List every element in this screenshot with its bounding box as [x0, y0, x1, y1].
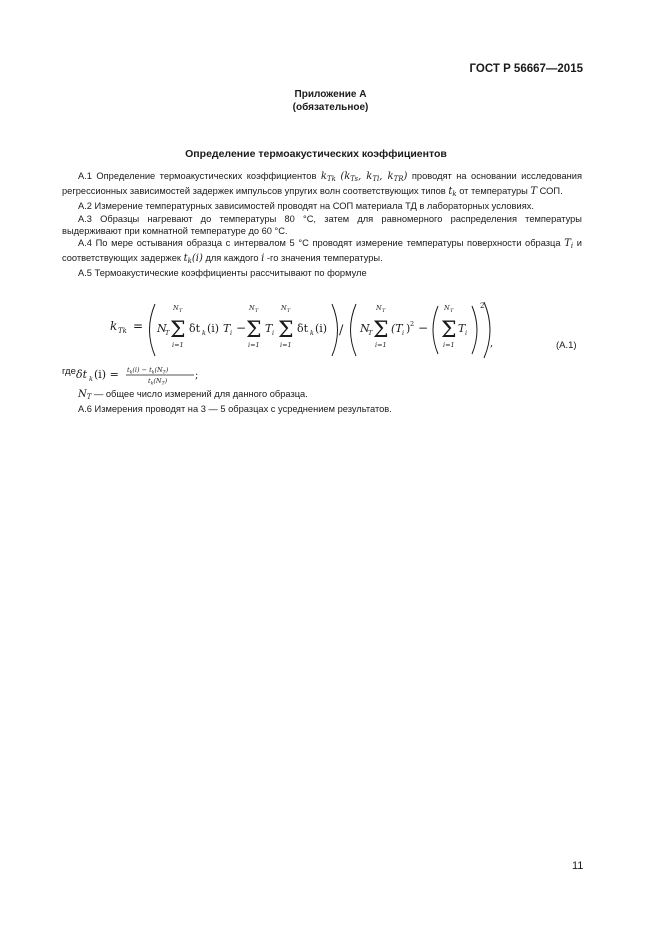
sum3-top: N	[281, 304, 287, 312]
paragraph-a1	[62, 170, 582, 200]
term4-sq: 2	[410, 320, 415, 328]
formula-lhs-sub: Tk	[118, 327, 127, 335]
body-text	[62, 170, 582, 280]
term2-T: T	[265, 322, 273, 335]
sum2-top-sub: T	[255, 308, 259, 314]
sum3-top-sub: T	[287, 308, 291, 314]
where-lhs-arg: (i) =	[94, 368, 119, 381]
sum4-top-sub: T	[382, 308, 386, 314]
term1-T: T	[223, 322, 231, 335]
where-label: где	[62, 366, 76, 377]
math-i: i	[261, 253, 265, 265]
sum1-bot: i=1	[172, 341, 184, 349]
formula-N-sub: T	[165, 329, 170, 337]
annex-subtitle: (обязательное)	[292, 102, 369, 113]
formula-N: N	[157, 322, 167, 335]
paragraph-a5: А.5 Термоакустические коэффициенты рассчитывают по формуле	[78, 268, 367, 279]
a4-text-end: -го значения температуры.	[264, 253, 383, 264]
sum4-bot: i=1	[375, 341, 387, 349]
where-semicolon: ;	[195, 370, 199, 381]
term3-delta-sub: k	[310, 329, 314, 337]
document-code: ГОСТ Р 56667—2015	[469, 63, 583, 75]
sum1-sigma: Σ	[170, 318, 186, 343]
term3-delta: δt	[297, 322, 309, 335]
math-N-T: $N_T$	[78, 389, 92, 401]
sum5-sigma: Σ	[441, 318, 457, 343]
term4-sq-open: (T	[391, 322, 403, 335]
formula-lhs: k	[110, 319, 118, 333]
paragraph-a2: А.2 Измерение температурных зависимостей проводят на СОП материала ТД в лабораторных условиях.	[78, 201, 534, 212]
math-k-list: ($k_{Ts}$, $k_{Tl}$, $k_{TR}$)	[340, 171, 408, 183]
term1-T-sub: i	[230, 329, 233, 337]
math-t-k-i: $t_k(i)$	[183, 253, 203, 266]
a4-text-mid2: для каждого	[202, 253, 262, 264]
sum2-bot: i=1	[248, 341, 260, 349]
term4-N-sub: T	[368, 329, 373, 337]
term4-N: N	[360, 322, 370, 335]
formula-slash: /	[339, 323, 344, 338]
math-T: T	[530, 186, 538, 198]
right-paren-1	[332, 304, 338, 356]
page-number: 11	[572, 860, 584, 872]
left-paren-2	[351, 304, 357, 356]
section-title: Определение термоакустических коэффициентов	[185, 148, 447, 160]
term5-sq: 2	[480, 302, 485, 310]
a1-text-mid2: от температуры	[456, 186, 531, 197]
right-paren-2	[484, 302, 490, 358]
sum5-top-sub: T	[450, 308, 454, 314]
nt-desc: — общее число измерений для данного образца.	[91, 389, 308, 399]
paragraph-a3: А.3 Образцы нагревают до температуры 80 °С, затем для равномерного распределения температуры выдерживают при комнатной температуре до 60 °С.	[62, 213, 582, 236]
a4-text-start: А.4 По мере остывания образца с интервалом 5 °С проводят измерение температуры поверхности образца	[78, 238, 565, 249]
left-paren-1	[150, 304, 156, 356]
annex-title: Приложение А	[294, 89, 367, 100]
term3-arg: (i)	[315, 322, 328, 335]
sum4-sigma: Σ	[373, 318, 389, 343]
sum5-top: N	[444, 304, 450, 312]
term4-sq-close: )	[406, 322, 411, 335]
right-paren-3	[472, 306, 477, 354]
nt-definition	[62, 388, 582, 403]
where-lhs-sub: k	[89, 375, 93, 383]
term4-T-sub: i	[402, 329, 405, 337]
term2-T-sub: i	[272, 329, 275, 337]
equation-number: (А.1)	[556, 340, 577, 351]
term1-delta: δt	[189, 322, 201, 335]
paragraph-a6: А.6 Измерения проводят на 3 — 5 образцах с усреднением результатов.	[78, 404, 392, 415]
formula-eq: =	[133, 319, 144, 333]
a4-text-mid: и соответствующих задержек	[62, 238, 583, 264]
formula-comma: ,	[490, 338, 494, 349]
sum3-bot: i=1	[280, 341, 292, 349]
term5-T: T	[458, 322, 466, 335]
where-den: $t_k(N_T)$	[148, 377, 168, 387]
sum1-top-sub: T	[179, 308, 183, 314]
sum2-sigma: Σ	[246, 318, 262, 343]
where-formula-svg	[76, 362, 276, 390]
minus-1: −	[236, 321, 247, 335]
where-lhs: δt	[76, 368, 88, 381]
sum2-top: N	[249, 304, 255, 312]
sum4-top: N	[376, 304, 382, 312]
where-num: $t_k(i) - t_k(N_T)$	[127, 366, 169, 376]
math-k-tk: $k_{Tk}$	[320, 171, 336, 183]
left-paren-3	[433, 306, 438, 354]
term1-arg: (i)	[207, 322, 220, 335]
where-line	[62, 366, 602, 388]
a1-text-mid: проводят на основании исследования регрессионных зависимостей задержек импульсов упругих волн соответствующих типов	[62, 171, 582, 197]
sum3-sigma: Σ	[278, 318, 294, 343]
sum1-top: N	[173, 304, 179, 312]
sum5-bot: i=1	[443, 341, 455, 349]
annex-heading	[0, 88, 661, 114]
term5-T-sub: i	[465, 329, 468, 337]
math-t-k: $t_k$	[448, 186, 457, 199]
a1-text-end: СОП.	[537, 186, 563, 197]
minus-2: −	[418, 321, 429, 335]
a1-text-start: А.1 Определение термоакустических коэффициентов	[78, 171, 321, 181]
paragraph-a4	[62, 237, 582, 267]
term1-delta-sub: k	[202, 329, 206, 337]
after-text	[62, 388, 582, 415]
math-T-i: $T_i$	[564, 238, 574, 251]
